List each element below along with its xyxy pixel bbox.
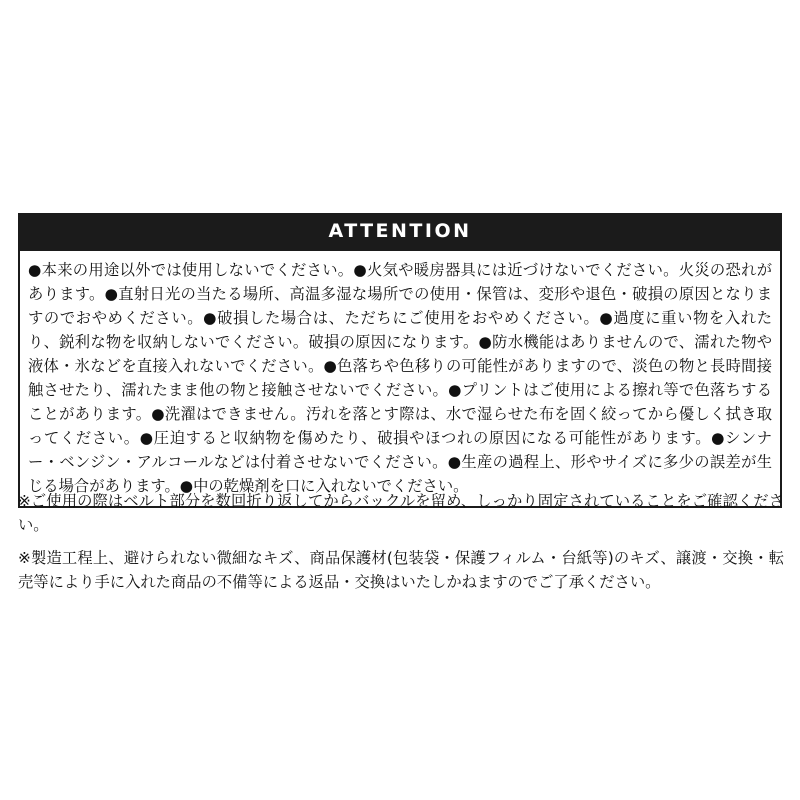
note-item: ※ご使用の際はベルト部分を数回折り返してからバックルを留め、しっかり固定されていることをご確認ください。 <box>18 492 784 535</box>
attention-title: ATTENTION <box>18 213 782 251</box>
attention-panel <box>18 213 782 508</box>
attention-body-box <box>18 251 782 508</box>
attention-body-text: ●本来の用途以外では使用しないでください。●火気や暖房器具には近づけないでください。火災の恐れがあります。●直射日光の当たる場所、高温多湿な場所での使用・保管は、変形や退色・破損の原因となりますのでおやめください。●破損した場合は、ただちにご使用をおやめください。●過度に重い物を入れたり、鋭利な物を収納しないでください。破損の原因になります。●防水機能はありませんので、濡れた物や液体・氷などを直接入れないでください。●色落ちや色移りの可能性がありますので、淡色の物と長時間接触させたり、濡れたまま他の物と接触させないでください。●プリントはご使用による擦れ等で色落ちすることがあります。●洗濯はできません。汚れを落とす際は、水で湿らせた布を固く絞ってから優しく拭き取ってください。●圧迫すると収納物を傷めたり、破損やほつれの原因になる可能性があります。●シンナー・ベンジン・アルコールなどは付着させないでください。●生産の過程上、形やサイズに多少の誤差が生じる場合があります。●中の乾燥剤を口に入れないでください。 <box>28 261 772 496</box>
note-item: ※製造工程上、避けられない微細なキズ、商品保護材(包装袋・保護フィルム・台紙等)のキズ、譲渡・交換・転売等により手に入れた商品の不備等による返品・交換はいたしかねますのでご了承ください。 <box>18 549 784 592</box>
notes-section <box>18 489 784 603</box>
